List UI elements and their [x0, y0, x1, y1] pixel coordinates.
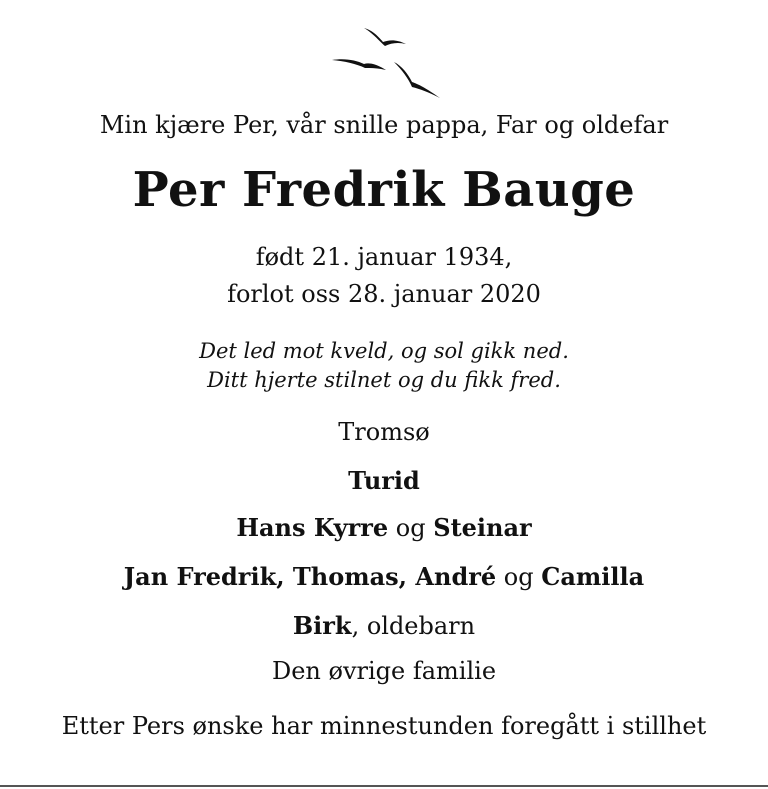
family-name-birk: Birk — [292, 611, 352, 640]
conjunction: og — [503, 563, 534, 591]
family-names-grandchildren: Jan Fredrik, Thomas, André — [123, 562, 497, 591]
death-date-line: forlot oss 28. januar 2020 — [227, 280, 541, 308]
family-name-camilla: Camilla — [541, 562, 645, 591]
birth-date-line: født 21. januar 1934, — [255, 243, 513, 271]
intro-line: Min kjære Per, vår snille pappa, Far og oldefar — [99, 111, 669, 139]
verse-line-2: Ditt hjerte stilnet og du fikk fred. — [207, 368, 561, 392]
family-line-grandchildren — [0, 562, 768, 591]
birds-icon — [328, 22, 448, 102]
family-name-hans-kyrre: Hans Kyrre — [236, 513, 389, 542]
conjunction: og — [395, 514, 426, 542]
place-name: Tromsø — [338, 418, 430, 446]
family-line-others: Den øvrige familie — [271, 657, 497, 685]
family-line-turid — [0, 466, 768, 495]
closing-line: Etter Pers ønske har minnestunden foregått i stillhet — [61, 712, 707, 740]
relation-oldebarn: , oldebarn — [351, 612, 476, 640]
family-name-turid: Turid — [348, 466, 420, 495]
deceased-name: Per Fredrik Bauge — [132, 162, 636, 218]
verse-line-1: Det led mot kveld, og sol gikk ned. — [199, 339, 569, 363]
family-line-children — [0, 513, 768, 542]
family-line-great-grandchild — [0, 611, 768, 640]
bottom-divider — [0, 785, 768, 787]
family-name-steinar: Steinar — [433, 513, 532, 542]
